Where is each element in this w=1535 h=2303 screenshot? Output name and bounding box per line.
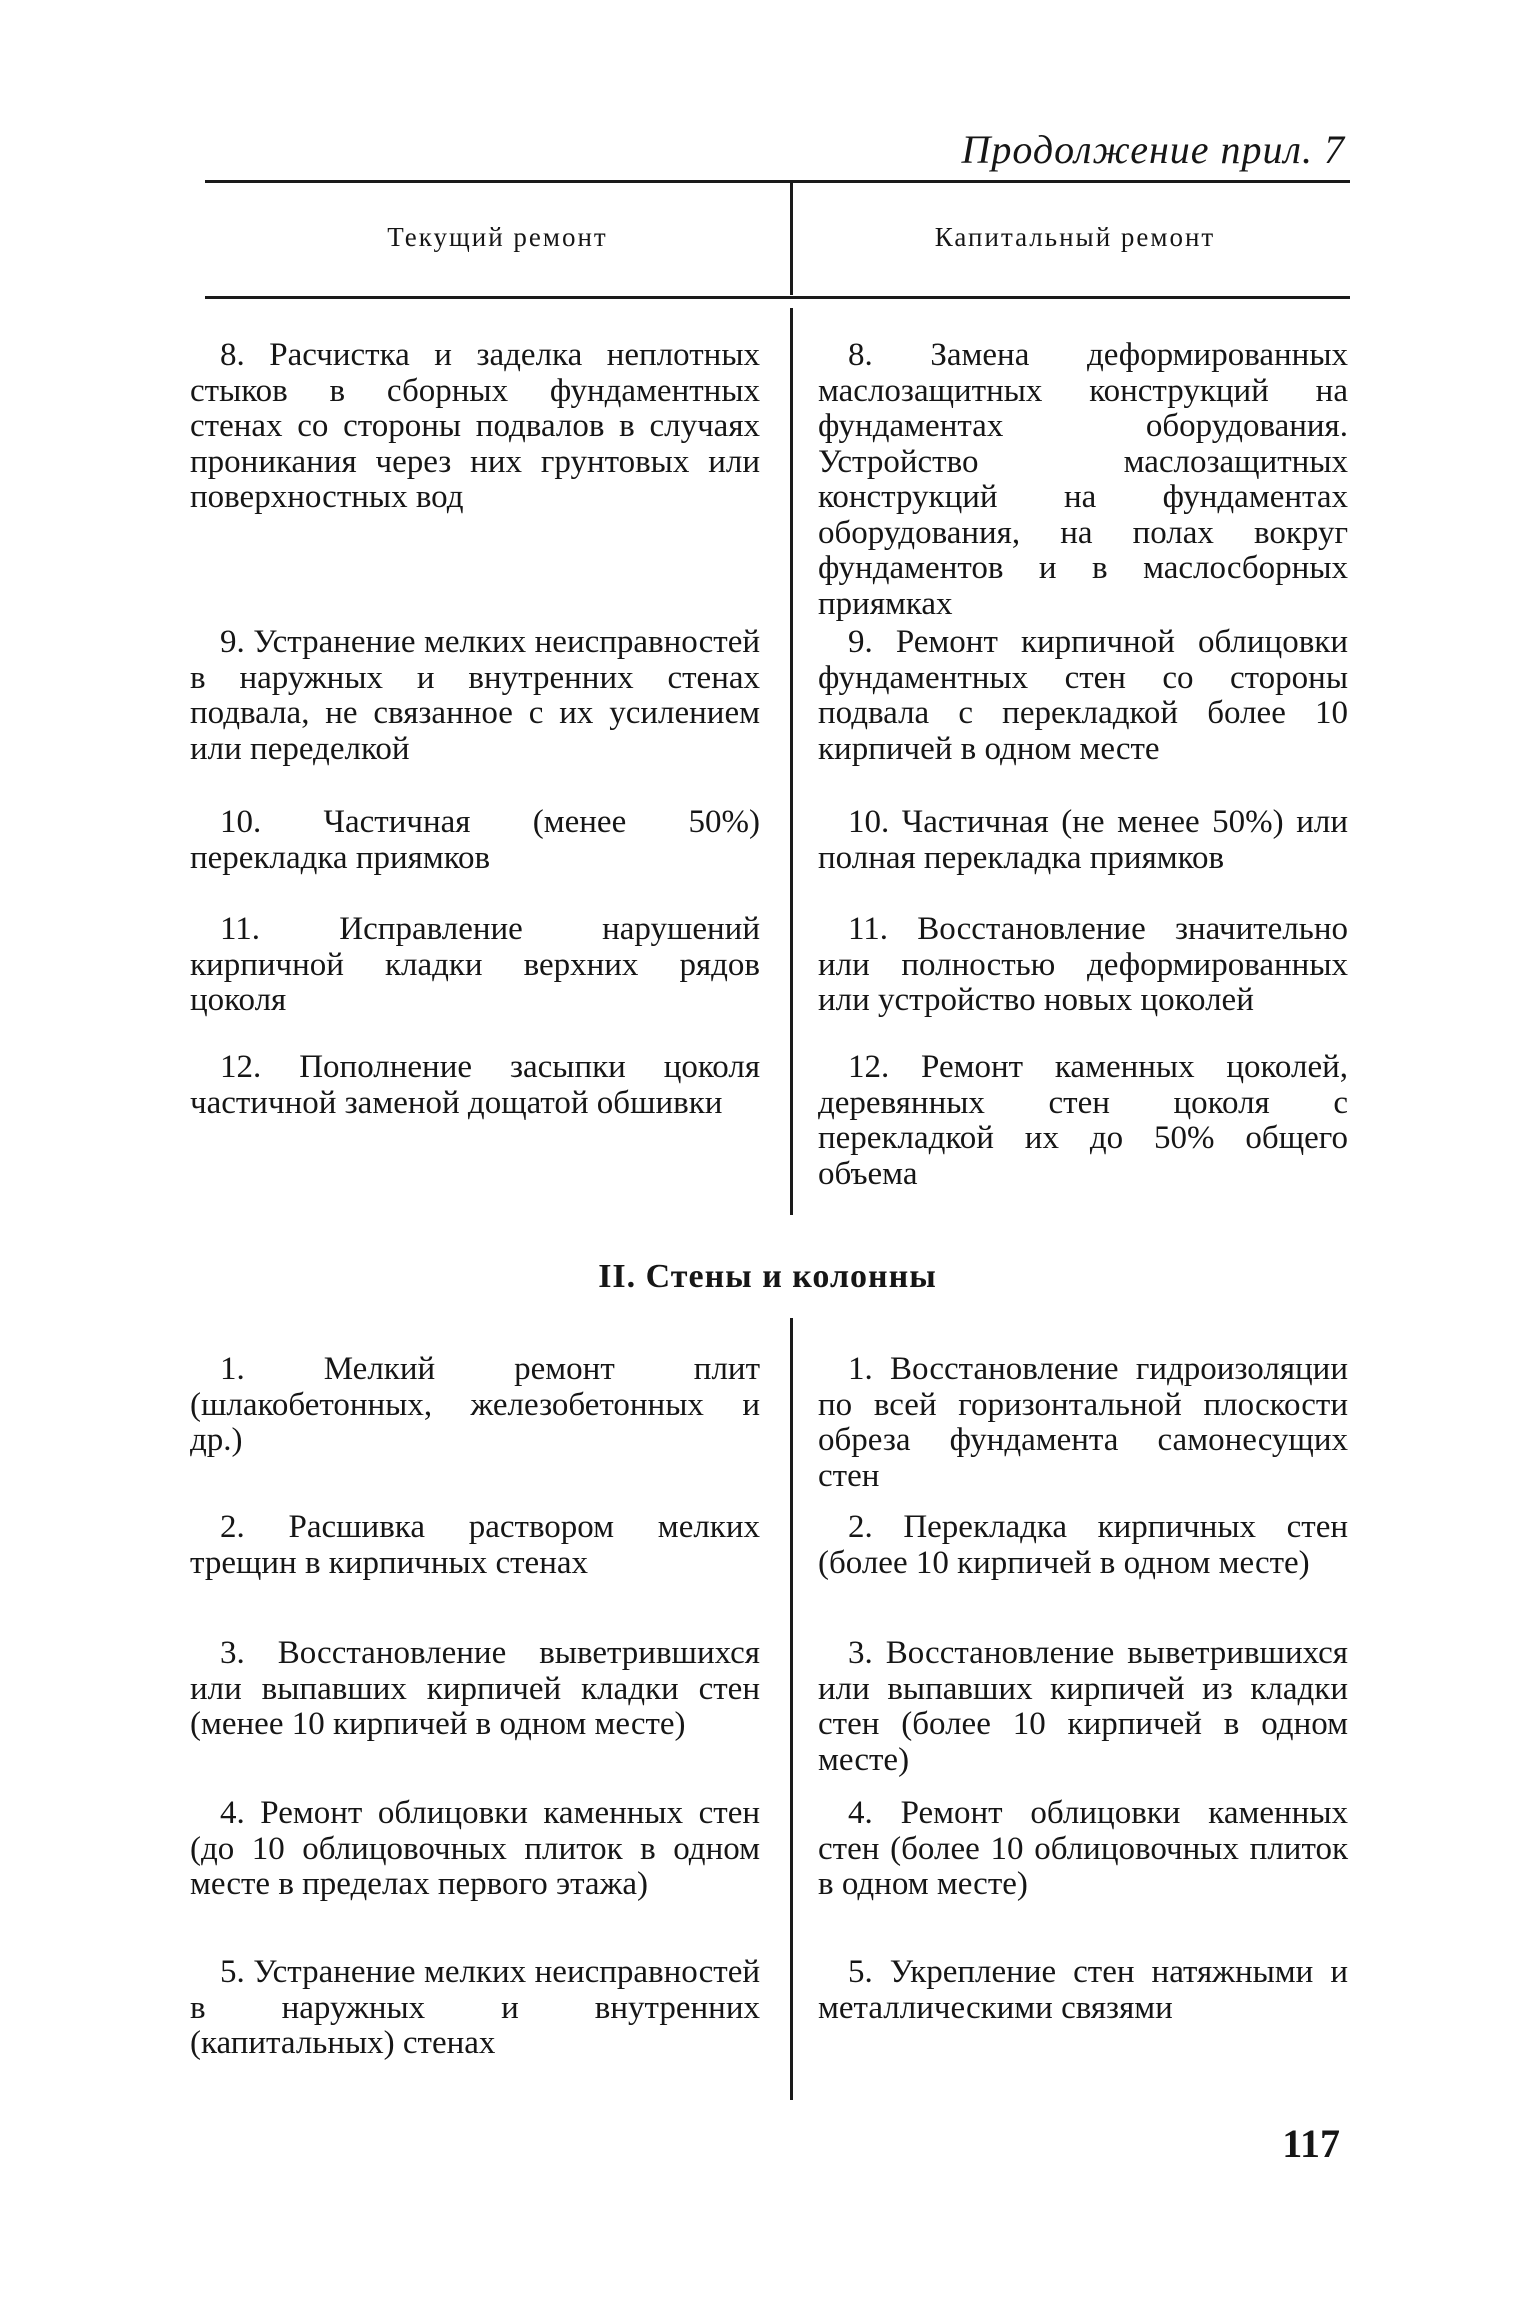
- table2-row-4-left: 4. Ремонт облицовки каменных стен (до 10 облицовочных плиток в одном месте в пределах первого этажа): [190, 1795, 760, 1902]
- top-rule: [205, 180, 1350, 183]
- table1-row-9-right: 9. Ремонт кирпичной облицовки фундаментных стен со стороны подвала с перекладкой более 10 кирпичей в одном месте: [818, 624, 1348, 767]
- table2-divider: [790, 1318, 793, 2100]
- column-header-current-repair: Текущий ремонт: [387, 222, 608, 252]
- table2-row-4-right: 4. Ремонт облицовки каменных стен (более 10 облицовочных плиток в одном месте): [818, 1795, 1348, 1902]
- table2-row-5-right: 5. Укрепление стен натяжными и металлическими связями: [818, 1954, 1348, 2026]
- column-header-capital-repair: Капитальный ремонт: [934, 222, 1216, 252]
- table2-row-5-left: 5. Устранение мелких неисправностей в наружных и внутренних (капитальных) стенах: [190, 1954, 760, 2061]
- table1-row-10-right: 10. Частичная (не менее 50%) или полная перекладка приямков: [818, 804, 1348, 876]
- header-divider: [790, 183, 793, 295]
- table2-row-3-right: 3. Восстановление выветрившихся или выпавших кирпичей из кладки стен (более 10 кирпичей в одном месте): [818, 1635, 1348, 1778]
- table2-row-1-right: 1. Восстановление гидроизоляции по всей горизонтальной плоскости обреза фундамента самонесущих стен: [818, 1351, 1348, 1494]
- table1-row-12-left: 12. Пополнение засыпки цоколя частичной заменой дощатой обшивки: [190, 1049, 760, 1121]
- table2-row-3-left: 3. Восстановление выветрившихся или выпавших кирпичей кладки стен (менее 10 кирпичей в одном месте): [190, 1635, 760, 1742]
- table1-row-8-right: 8. Замена деформированных маслозащитных конструкций на фундаментах оборудования. Устройство маслозащитных конструкций на фундаментах оборудования, на полах вокруг фундаментов и в маслосборных приямках: [818, 337, 1348, 622]
- table1-row-9-left: 9. Устранение мелких неисправностей в наружных и внутренних стенах подвала, не связанное с их усилением или переделкой: [190, 624, 760, 767]
- table2-row-1-left: 1. Мелкий ремонт плит (шлакобетонных, железобетонных и др.): [190, 1351, 760, 1458]
- table2-row-2-right: 2. Перекладка кирпичных стен (более 10 кирпичей в одном месте): [818, 1509, 1348, 1581]
- page-number: 117: [1282, 2121, 1340, 2166]
- table2-row-2-left: 2. Расшивка раствором мелких трещин в кирпичных стенах: [190, 1509, 760, 1581]
- section-title-walls-columns: II. Стены и колонны: [598, 1258, 937, 1295]
- table1-row-10-left: 10. Частичная (менее 50%) перекладка приямков: [190, 804, 760, 876]
- header-bottom-rule: [205, 296, 1350, 299]
- table1-row-11-right: 11. Восстановление значительно или полностью деформированных или устройство новых цоколей: [818, 911, 1348, 1018]
- table1-row-12-right: 12. Ремонт каменных цоколей, деревянных стен цоколя с перекладкой их до 50% общего объема: [818, 1049, 1348, 1192]
- continuation-header: Продолжение прил. 7: [961, 127, 1345, 172]
- table1-row-8-left: 8. Расчистка и заделка неплотных стыков в сборных фундаментных стенах со стороны подвалов в случаях проникания через них грунтовых или поверхностных вод: [190, 337, 760, 515]
- table1-row-11-left: 11. Исправление нарушений кирпичной кладки верхних рядов цоколя: [190, 911, 760, 1018]
- table1-divider: [790, 308, 793, 1215]
